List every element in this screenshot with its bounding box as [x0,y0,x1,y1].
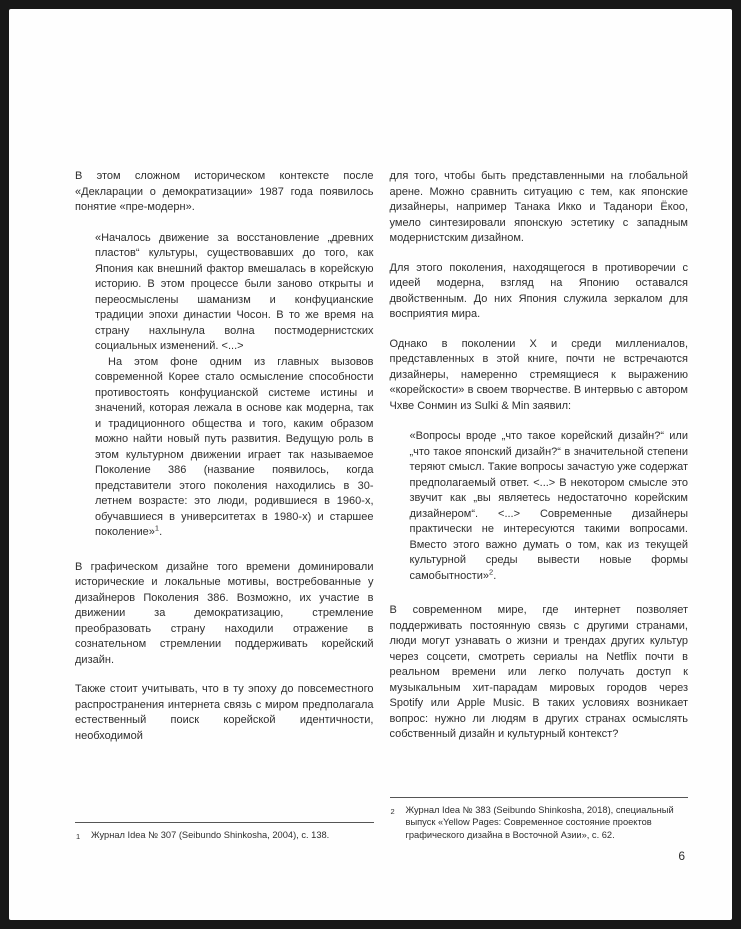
block-quote-left [75,231,374,541]
footnote-1 [75,822,374,842]
footnote-2 [390,797,689,842]
left-column [75,169,374,841]
paragraph-internet-era: Также стоит учитывать, что в ту эпоху до повсеместного распространения интернета связь с миром предполагала естественный поиск корейской идентичности, необходимой [75,683,374,742]
quote-punctuation: . [493,569,497,582]
quote-text: На этом фоне одним из главных вызовов современной Корее стало осмысление способности противостоять конфуцианской системе истины и значений, которая лежала в основе как модерна, так и традиционного общества и того, каким образом можно найти новый путь развития. Ведущую роль в этом культурном движении играет так называемое Поколение 386 (название появилось, когда представители этого поколения находились в 30-летнем возрасте: это люди, родившиеся в 1960-х, обучавшиеся в университетах в 1980-х) и старшее поколение» [95,355,374,538]
footnote-text: Журнал Idea № 383 (Seibundo Shinkosha, 2018), специальный выпуск «Yellow Pages: Современное состояние проектов графического дизайна в Восточной Азии», с. 62. [405,804,674,840]
quote-paragraph [95,355,374,541]
footnote-marker: 2 [390,806,395,816]
quote-paragraph: «Началось движение за восстановление „древних пластов“ культуры, существовавших до того, как Япония как внешний фактор вмешалась в корейскую историю. В этом процессе были заново открыты и переосмыслены шаманизм и конфуцианские традиции эпохи династии Чосон. В то же время на страну нахлынула волна постмодернистских социальных изменений. <...> [95,231,374,352]
paragraph-generation-japan: Для этого поколения, находящегося в противоречии с идеей модерна, взгляд на Японию оставался двойственным. До них Япония служила зеркалом для восприятия мира. [389,261,688,320]
quote-punctuation: . [159,526,163,538]
right-column [390,169,689,841]
paragraph-global-arena: для того, чтобы быть представленными на глобальной арене. Можно сравнить ситуацию с тем, как японские дизайнеры, например Танака Икко и Таданори Ёкоо, умело синтезировали японскую эстетику с западным модернистским дизайном. [389,170,688,244]
paragraph-graphic-design: В графическом дизайне того времени доминировали исторические и локальные мотивы, востребованные у дизайнеров Поколения 386. Возможно, их участие в движении за демократизацию, стремление преобразовать страну находили отражение в сознательном стремлении поддерживать корейский дизайн. [75,560,374,666]
document-page [9,9,732,920]
paragraph-intro: В этом сложном историческом контексте после «Декларации о демократизации» 1987 года появилось понятие «пре-модерн». [75,170,374,213]
page-content [75,169,688,841]
footnote-ref-1: 1 [154,523,160,533]
footnote-marker: 1 [76,831,81,841]
quote-paragraph [410,429,689,584]
paragraph-generation-x: Однако в поколении X и среди миллениалов, представленных в этой книге, почти не встречаются дизайнеры, намеренно стремящиеся к выражению «корейскости» в своем творчестве. В интервью с автором Чхве Сонмин из Sulki & Min заявил: [389,337,688,412]
page-number: 6 [678,849,685,863]
paragraph-modern-world: В современном мире, где интернет позволяет поддерживать постоянную связь с другими странами, люди могут узнавать о жизни и трендах других культур через соцсети, смотреть сериалы на Netflix почти в реальном времени или легко получать доступ к музыкальным хит-парадам мировых городов через Spotify или Apple Music. В таких условиях возникает вопрос: нужно ли людям в других странах осмыслять собственный дизайн и культурный контекст? [389,604,688,740]
footnote-ref-2: 2 [489,566,494,576]
footnote-text: Журнал Idea № 307 (Seibundo Shinkosha, 2004), с. 138. [91,829,330,840]
block-quote-right [390,429,689,584]
quote-text: «Вопросы вроде „что такое корейский дизайн?“ или „что такое японский дизайн?“ в значительной степени теряют смысл. Такие вопросы зачастую уже содержат предполагаемый ответ. <...> В некотором смысле это звучит как „вы являетесь недостаточно корейским дизайнером“. <...> Современные дизайнеры практически не интересуются такими вопросами. Вместо этого важно думать о том, как из текущей культурной среды вывести новые формы самобытности» [409,430,688,582]
